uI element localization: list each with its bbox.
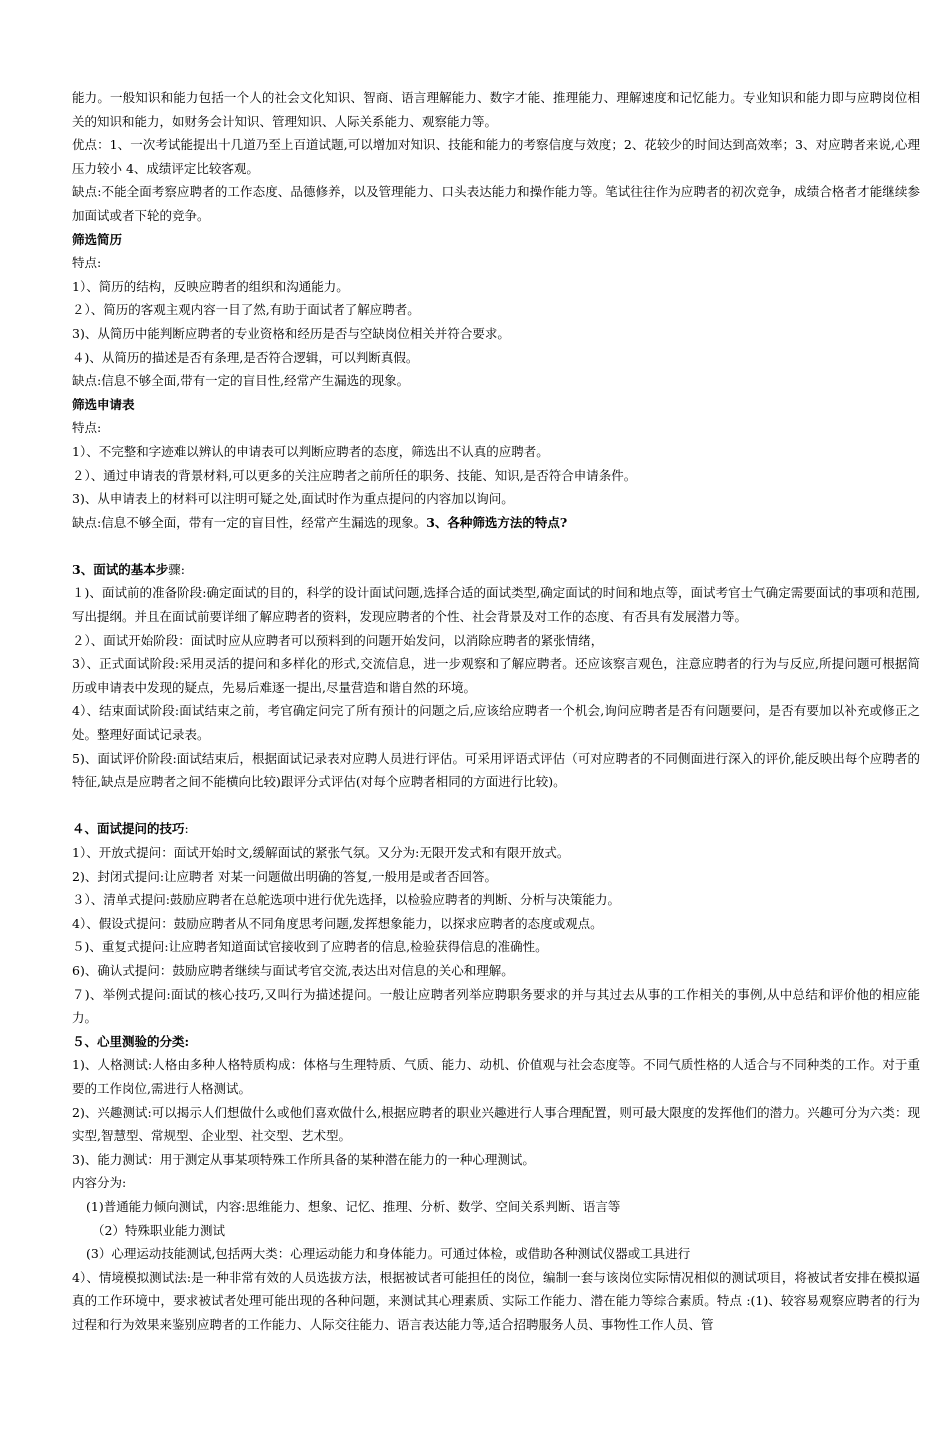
paragraph-text: 缺点:信息不够全面，带有一定的盲目性，经常产生漏选的现象。 [72,514,427,530]
paragraph: 1）、开放式提问：面试开始时文,缓解面试的紧张气氛。又分为:无限开发式和有限开放式。 [72,845,570,860]
section-heading: 筛选申请表 [72,396,135,412]
paragraph: 5)、面试评价阶段:面试结束后，根据面试记录表对应聘人员进行评估。可采用评语式评估（可对应聘者的不同侧面进行深入的评价,能反映出每个应聘者的特征,缺点是应聘者之间不能横向比较)跟评分式评估(对每个应聘者相同的方面进行比较)。 [72,750,920,790]
paragraph: 能力。一般知识和能力包括一个人的社会文化知识、智商、语言理解能力、数字才能、推理能力、理解速度和记忆能力。专业知识和能力即与应聘岗位相关的知识和能力，如财务会计知识、管理知识、人际关系能力、观察能力等。 [72,90,920,129]
heading-suffix: : [184,821,189,837]
section-heading: ５、心里测验的分类: [72,1033,190,1049]
paragraph: 缺点:信息不够全面,带有一定的盲目性,经常产生漏选的现象。 [72,373,410,389]
blank-line [72,794,920,818]
paragraph: 1）、简历的结构，反映应聘者的组织和沟通能力。 [72,278,349,294]
paragraph: 6)、确认式提问：鼓励应聘者继续与面试考官交流,表达出对信息的关心和理解。 [72,962,514,978]
paragraph: ２）、通过申请表的背景材料,可以更多的关注应聘者之前所任的职务、技能、知识,是否符合申请条件。 [72,467,637,483]
paragraph: １)、面试前的准备阶段:确定面试的目的，科学的设计面试问题,选择合适的面试类型,确定面试的时间和地点等，面试考官士气确定需要面试的事项和范围,写出提纲。并且在面试前要详细了解应聘者的资料，发现应聘者的个性、社会背景及对工作的态度、有否具有发展潜力等。 [72,585,920,625]
paragraph: 4）、结束面试阶段:面试结束之前，考官确定问完了所有预计的问题之后,应该给应聘者一个机会,询问应聘者是否有问题要问，是否有要加以补充或修正之处。整理好面试记录表。 [72,703,920,743]
section-heading-line [72,817,920,841]
paragraph: 2)、兴趣测试:可以揭示人们想做什么或他们喜欢做什么,根据应聘者的职业兴趣进行人事合理配置，则可最大限度的发挥他们的潜力。兴趣可分为六类：现实型,智慧型、常规型、企业型、社交型、艺术型。 [72,1104,920,1144]
paragraph: 4）、情境模拟测试法:是一种非常有效的人员选拔方法，根据被试者可能担任的岗位，编制一套与该岗位实际情况相似的测试项目，将被试者安排在模拟逼真的工作环境中，要求被试者处理可能出现的各种问题，来测试其心理素质、实际工作能力、潜在能力等综合素质。特点 :(1)、较容易观察应聘者的行为过程和行为效果来鉴别应聘者的工作能力、人际交往能力、语言表达能力等,适合招聘服务人员、事物性工作人员、管 [72,1269,920,1332]
paragraph: 缺点:不能全面考察应聘者的工作态度、品德修养，以及管理能力、口头表达能力和操作能力等。笔试往往作为应聘者的初次竞争，成绩合格者才能继续参加面试或者下轮的竞争。 [72,184,920,223]
paragraph: (1)普通能力倾向测试，内容:思维能力、想象、记忆、推理、分析、数学、空间关系判断、语言等 [86,1198,621,1214]
section-heading-line [72,558,920,582]
section-heading: 3、面试的基本步 [72,561,169,577]
paragraph: 特点: [72,255,102,271]
paragraph: 3)、从申请表上的材料可以注明可疑之处,面试时作为重点提问的内容加以询问。 [72,491,514,507]
paragraph: 4）、假设式提问：鼓励应聘者从不同角度思考问题,发挥想象能力，以探求应聘者的态度或观点。 [72,915,603,931]
paragraph: 3）、正式面试阶段:采用灵活的提问和多样化的形式,交流信息，进一步观察和了解应聘者。还应该察言观色，注意应聘者的行为与反应,所提问题可根据简历或申请表中发现的疑点，先易后难逐一提出,尽量营造和谐自然的环境。 [72,656,920,695]
paragraph: 优点：1、一次考试能提出十几道乃至上百道试题,可以增加对知识、技能和能力的考察信度与效度；2、花较少的时间达到高效率；3、对应聘者来说,心理压力较小 4、成绩评定比较客观。 [72,137,920,176]
paragraph: 3)、能力测试：用于测定从事某项特殊工作所具备的某种潜在能力的一种心理测试。 [72,1151,535,1167]
paragraph: （2）特殊职业能力测试 [92,1222,225,1238]
blank-line [72,534,920,558]
paragraph: ５)、重复式提问:让应聘者知道面试官接收到了应聘者的信息,检验获得信息的准确性。 [72,939,548,955]
paragraph: 1）、不完整和字迹难以辨认的申请表可以判断应聘者的态度，筛选出不认真的应聘者。 [72,443,549,459]
paragraph [72,511,920,535]
paragraph: ２）、面试开始阶段：面试时应从应聘者可以预料到的问题开始发问，以消除应聘者的紧张情绪， [72,632,604,648]
paragraph: 3)、从简历中能判断应聘者的专业资格和经历是否与空缺岗位相关并符合要求。 [72,325,510,341]
section-heading: ４、面试提问的技巧 [72,821,185,837]
paragraph: ３）、清单式提问:鼓励应聘者在总舵选项中进行优先选择，以检验应聘者的判断、分析与决策能力。 [72,892,620,908]
paragraph: 特点: [72,420,102,436]
paragraph: ４)、从简历的描述是否有条理,是否符合逻辑，可以判断真假。 [72,349,419,365]
paragraph: (3）心理运动技能测试,包括两大类：心理运动能力和身体能力。可通过体检，或借助各种测试仪器或工具进行 [86,1246,691,1262]
inline-heading: 3、各种筛选方法的特点? [426,514,568,530]
paragraph: ２）、简历的客观主观内容一目了然,有助于面试者了解应聘者。 [72,302,420,318]
heading-suffix: 骤: [168,561,185,577]
paragraph: 1)、人格测试:人格由多种人格特质构成：体格与生理特质、气质、能力、动机、价值观与社会态度等。不同气质性格的人适合与不同种类的工作。对于重要的工作岗位,需进行人格测试。 [72,1057,920,1096]
section-heading: 筛选简历 [72,231,123,247]
paragraph: ７)、举例式提问:面试的核心技巧,又叫行为描述提问。一般让应聘者列举应聘职务要求的并与其过去从事的工作相关的事例,从中总结和评价他的相应能力。 [72,986,920,1026]
paragraph: 内容分为: [72,1175,127,1191]
paragraph: 2)、封闭式提问:让应聘者 对某一问题做出明确的答复,一般用是或者否回答。 [72,868,497,884]
